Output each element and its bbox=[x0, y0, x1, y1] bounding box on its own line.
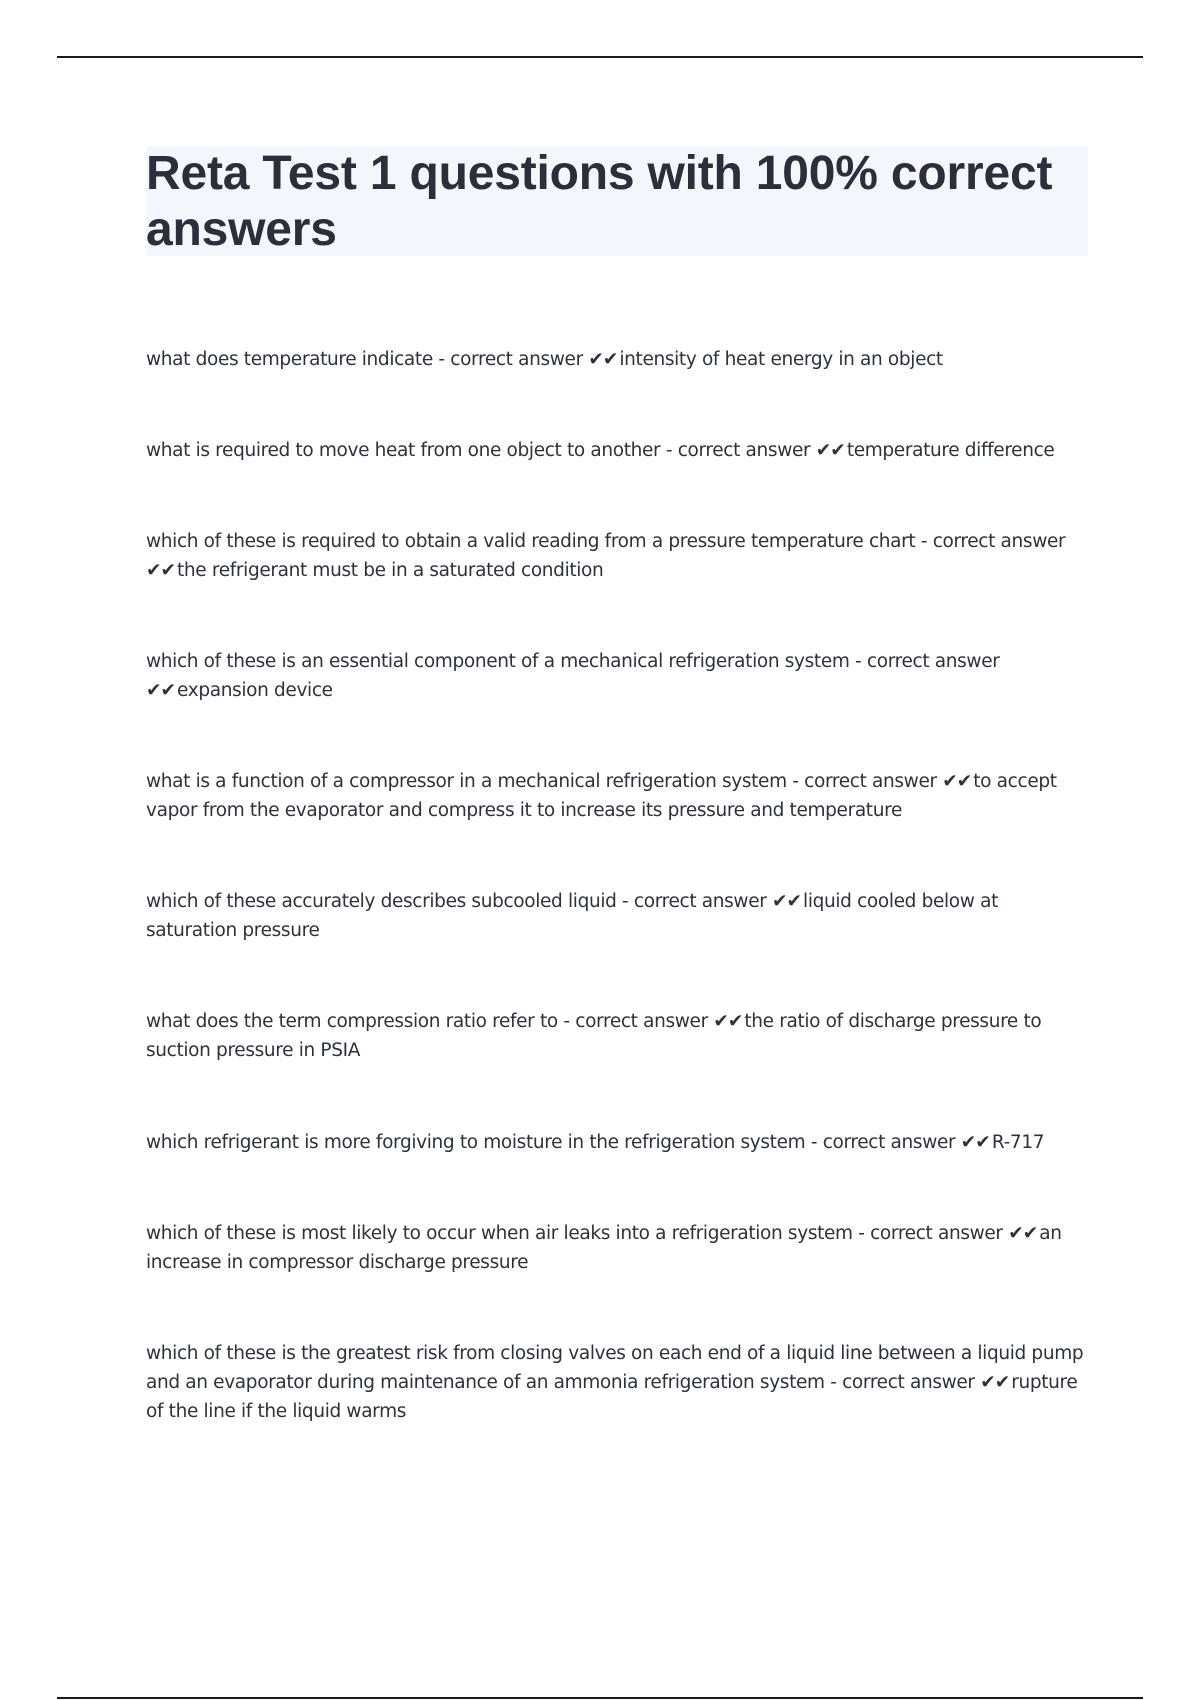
answer-text: the ratio of discharge pressure to suction pressure in PSIA bbox=[146, 1011, 1042, 1061]
answer-text: the refrigerant must be in a saturated condition bbox=[177, 560, 604, 581]
question-text: which refrigerant is more forgiving to moisture in the refrigeration system bbox=[146, 1132, 806, 1153]
question-text: which of these accurately describes subcooled liquid bbox=[146, 891, 617, 912]
separator-text: correct answer bbox=[822, 1132, 956, 1153]
title-banner bbox=[146, 146, 1088, 256]
question-text: what is required to move heat from one object to another bbox=[146, 440, 661, 461]
question-text: which of these is most likely to occur when air leaks into a refrigeration system bbox=[146, 1223, 853, 1244]
question-text: which of these is the greatest risk from closing valves on each end of a liquid line between a liquid pump and an evaporator during maintenance of an ammonia refrigeration system bbox=[146, 1343, 1084, 1393]
qa-item: what is required to move heat from one object to another - correct answer ✔✔ temperature difference bbox=[146, 440, 1055, 461]
check-icon: ✔✔ bbox=[713, 1011, 743, 1032]
qa-item: which of these is most likely to occur when air leaks into a refrigeration system - correct answer ✔✔ an increase in compressor discharge pressure bbox=[146, 1223, 1062, 1273]
separator-text: correct answer bbox=[842, 1372, 975, 1393]
check-icon: ✔✔ bbox=[146, 680, 176, 701]
qa-item: what does temperature indicate - correct answer ✔✔ intensity of heat energy in an object bbox=[146, 349, 943, 370]
question-text: which of these is an essential component of a mechanical refrigeration system bbox=[146, 651, 850, 672]
answer-text: liquid cooled below at saturation pressure bbox=[146, 891, 998, 941]
check-icon: ✔✔ bbox=[980, 1372, 1010, 1393]
check-icon: ✔✔ bbox=[146, 560, 176, 581]
check-icon: ✔✔ bbox=[1008, 1223, 1038, 1244]
check-icon: ✔✔ bbox=[942, 771, 972, 792]
answer-text: rupture of the line if the liquid warms bbox=[146, 1372, 1078, 1422]
answer-text: to accept vapor from the evaporator and compress it to increase its pressure and temperature bbox=[146, 771, 1057, 821]
answer-text: R-717 bbox=[991, 1132, 1045, 1153]
check-icon: ✔✔ bbox=[588, 349, 618, 370]
answer-text: expansion device bbox=[177, 680, 333, 701]
qa-item: what is a function of a compressor in a mechanical refrigeration system - correct answer ✔✔ to accept vapor from the evaporator and compress it to increase its pressure and temperature bbox=[146, 771, 1057, 821]
check-icon: ✔✔ bbox=[772, 891, 802, 912]
separator-text: correct answer bbox=[870, 1223, 1003, 1244]
answer-text: an increase in compressor discharge pressure bbox=[146, 1223, 1062, 1273]
separator-text: correct answer bbox=[804, 771, 937, 792]
question-text: what is a function of a compressor in a mechanical refrigeration system bbox=[146, 771, 787, 792]
check-icon: ✔✔ bbox=[960, 1132, 990, 1153]
qa-item: which refrigerant is more forgiving to moisture in the refrigeration system - correct answer ✔✔ R-717 bbox=[146, 1132, 1045, 1153]
separator-text: correct answer bbox=[866, 651, 1000, 672]
qa-item: which of these is an essential component of a mechanical refrigeration system - correct answer ✔✔ expansion device bbox=[146, 651, 1000, 701]
separator-text: correct answer bbox=[450, 349, 583, 370]
separator-text: correct answer bbox=[575, 1011, 708, 1032]
qa-item: which of these is the greatest risk from closing valves on each end of a liquid line between a liquid pump and an evaporator during maintenance of an ammonia refrigeration system - correct answer ✔✔ rupture of the line if the liquid warms bbox=[146, 1343, 1084, 1422]
question-text: what does temperature indicate bbox=[146, 349, 433, 370]
document-title: Reta Test 1 questions with 100% correct answers bbox=[146, 147, 1053, 256]
qa-item: what does the term compression ratio refer to - correct answer ✔✔ the ratio of discharge pressure to suction pressure in PSIA bbox=[146, 1011, 1042, 1061]
separator-text: correct answer bbox=[932, 531, 1066, 552]
qa-item: which of these is required to obtain a valid reading from a pressure temperature chart - correct answer ✔✔ the refrigerant must be in a saturated condition bbox=[146, 531, 1066, 581]
question-text: which of these is required to obtain a valid reading from a pressure temperature chart bbox=[146, 531, 916, 552]
top-divider bbox=[57, 56, 1143, 58]
check-icon: ✔✔ bbox=[815, 440, 845, 461]
bottom-divider bbox=[57, 1697, 1143, 1699]
question-text: what does the term compression ratio refer to bbox=[146, 1011, 558, 1032]
answer-text: intensity of heat energy in an object bbox=[619, 349, 943, 370]
separator-text: correct answer bbox=[677, 440, 811, 461]
separator-text: correct answer bbox=[633, 891, 767, 912]
qa-item: which of these accurately describes subcooled liquid - correct answer ✔✔ liquid cooled below at saturation pressure bbox=[146, 891, 998, 941]
answer-text: temperature difference bbox=[846, 440, 1055, 461]
